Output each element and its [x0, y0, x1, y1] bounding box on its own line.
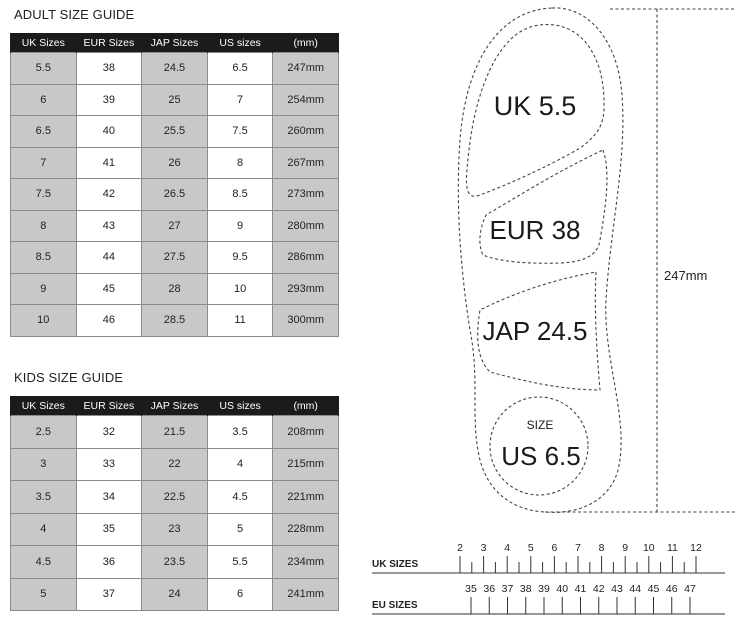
insole-us-label: US 6.5: [501, 441, 581, 471]
insole-eur-label: EUR 38: [489, 215, 581, 245]
table-cell: 5: [207, 513, 273, 546]
table-cell: 32: [76, 416, 142, 449]
adult-size-guide-title: ADULT SIZE GUIDE: [14, 7, 135, 22]
scale-tick-label: 8: [598, 542, 605, 554]
table-cell: 260mm: [273, 116, 339, 148]
scale-tick-label: 44: [629, 583, 642, 595]
table-cell: 4: [207, 448, 273, 481]
table-cell: 24: [142, 578, 208, 611]
table-cell: 35: [76, 513, 142, 546]
table-cell: 247mm: [273, 53, 339, 85]
table-cell: 28: [142, 273, 208, 305]
table-cell: 22: [142, 448, 208, 481]
table-cell: 9: [207, 210, 273, 242]
table-cell: 26.5: [142, 179, 208, 211]
table-cell: 8.5: [11, 242, 77, 274]
table-cell: 8: [207, 147, 273, 179]
table-cell: 45: [76, 273, 142, 305]
scale-tick-label: 40: [556, 583, 569, 595]
eu-sizes-title: EU SIZES: [372, 600, 418, 611]
table-cell: 3.5: [11, 481, 77, 514]
table-cell: 228mm: [273, 513, 339, 546]
table-cell: 267mm: [273, 147, 339, 179]
table-cell: 241mm: [273, 578, 339, 611]
column-header: US sizes: [207, 33, 273, 53]
column-header: EUR Sizes: [76, 396, 142, 416]
scale-tick-label: 3: [480, 542, 487, 554]
scale-tick-label: 5: [527, 542, 534, 554]
table-cell: 215mm: [273, 448, 339, 481]
table-cell: 7: [207, 84, 273, 116]
uk-sizes-title: UK SIZES: [372, 559, 419, 570]
column-header: JAP Sizes: [142, 396, 208, 416]
column-header: (mm): [273, 33, 339, 53]
table-cell: 4.5: [11, 546, 77, 579]
column-header: UK Sizes: [11, 396, 77, 416]
sole-outline: [458, 8, 623, 512]
scale-tick-label: 41: [574, 583, 587, 595]
scale-tick-label: 11: [666, 542, 678, 554]
table-cell: 7.5: [11, 179, 77, 211]
scale-tick-label: 38: [519, 583, 532, 595]
table-cell: 21.5: [142, 416, 208, 449]
table-cell: 38: [76, 53, 142, 85]
table-cell: 208mm: [273, 416, 339, 449]
table-cell: 10: [11, 305, 77, 337]
scale-tick-label: 37: [501, 583, 514, 595]
table-cell: 280mm: [273, 210, 339, 242]
table-cell: 23: [142, 513, 208, 546]
insole-size-caption: SIZE: [526, 418, 554, 432]
table-cell: 33: [76, 448, 142, 481]
scale-tick-label: 7: [575, 542, 581, 554]
column-header: US sizes: [207, 396, 273, 416]
scale-tick-label: 35: [465, 583, 477, 595]
scale-tick-label: 46: [665, 583, 678, 595]
table-cell: 34: [76, 481, 142, 514]
table-cell: 27.5: [142, 242, 208, 274]
table-cell: 234mm: [273, 546, 339, 579]
table-cell: 24.5: [142, 53, 208, 85]
table-cell: 26: [142, 147, 208, 179]
table-cell: 300mm: [273, 305, 339, 337]
table-cell: 3: [11, 448, 77, 481]
table-cell: 8.5: [207, 179, 273, 211]
table-cell: 9.5: [207, 242, 273, 274]
table-cell: 6: [11, 84, 77, 116]
scale-tick-label: 43: [611, 583, 623, 595]
scale-tick-label: 39: [538, 583, 550, 595]
insole-jap-label: JAP 24.5: [482, 316, 588, 346]
insole-uk-label: UK 5.5: [493, 91, 577, 121]
table-cell: 39: [76, 84, 142, 116]
scale-tick-label: 36: [483, 583, 496, 595]
scale-tick-label: 9: [622, 542, 629, 554]
scale-tick-label: 42: [592, 583, 605, 595]
table-cell: 6: [207, 578, 273, 611]
table-cell: 5: [11, 578, 77, 611]
table-cell: 5.5: [11, 53, 77, 85]
table-cell: 40: [76, 116, 142, 148]
table-cell: 273mm: [273, 179, 339, 211]
table-cell: 25.5: [142, 116, 208, 148]
table-cell: 6.5: [207, 53, 273, 85]
scale-tick-label: 10: [642, 542, 655, 554]
table-cell: 10: [207, 273, 273, 305]
table-cell: 8: [11, 210, 77, 242]
scale-tick-label: 2: [457, 542, 463, 554]
column-header: UK Sizes: [11, 33, 77, 53]
table-cell: 3.5: [207, 416, 273, 449]
table-cell: 2.5: [11, 416, 77, 449]
scale-tick-label: 6: [551, 542, 558, 554]
table-cell: 44: [76, 242, 142, 274]
insole-length-label: 247mm: [664, 268, 708, 283]
table-cell: 27: [142, 210, 208, 242]
table-cell: 4.5: [207, 481, 273, 514]
column-header: (mm): [273, 396, 339, 416]
table-cell: 43: [76, 210, 142, 242]
table-cell: 23.5: [142, 546, 208, 579]
scale-tick-label: 12: [690, 542, 702, 554]
table-cell: 7: [11, 147, 77, 179]
table-cell: 36: [76, 546, 142, 579]
table-cell: 5.5: [207, 546, 273, 579]
table-cell: 41: [76, 147, 142, 179]
table-cell: 22.5: [142, 481, 208, 514]
table-cell: 254mm: [273, 84, 339, 116]
table-cell: 9: [11, 273, 77, 305]
table-cell: 6.5: [11, 116, 77, 148]
table-cell: 4: [11, 513, 77, 546]
scale-tick-label: 4: [504, 542, 511, 554]
column-header: JAP Sizes: [142, 33, 208, 53]
table-cell: 286mm: [273, 242, 339, 274]
kids-size-guide-title: KIDS SIZE GUIDE: [14, 370, 124, 385]
scale-tick-label: 45: [647, 583, 660, 595]
scale-tick-label: 47: [684, 583, 696, 595]
table-cell: 42: [76, 179, 142, 211]
table-cell: 25: [142, 84, 208, 116]
table-cell: 293mm: [273, 273, 339, 305]
table-cell: 37: [76, 578, 142, 611]
table-cell: 7.5: [207, 116, 273, 148]
table-cell: 11: [207, 305, 273, 337]
table-cell: 46: [76, 305, 142, 337]
table-cell: 28.5: [142, 305, 208, 337]
table-cell: 221mm: [273, 481, 339, 514]
column-header: EUR Sizes: [76, 33, 142, 53]
